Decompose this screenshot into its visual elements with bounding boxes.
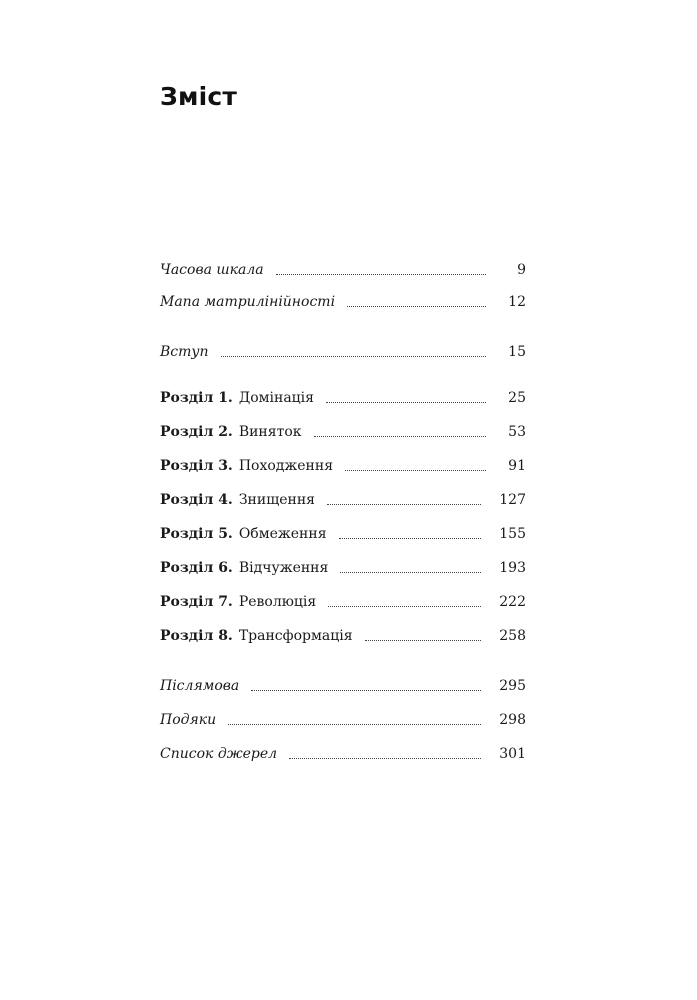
toc-entry-page-number: 193 [499,560,526,576]
toc-entry-label: Список джерел [160,746,278,762]
chapter-number: Розділ 4. [160,492,233,508]
chapter-title: Трансформація [238,628,353,644]
chapter-number: Розділ 8. [160,628,233,644]
toc-entry-label: Вступ [160,344,209,360]
toc-entry-chapter-5[interactable] [160,522,526,546]
dot-leader [221,355,486,357]
chapter-title: Знищення [238,492,315,508]
toc-entry-chapter-6[interactable] [160,556,526,580]
toc-entry-page-number: 15 [508,344,526,360]
toc-entry-matrilineage-map[interactable] [160,290,526,314]
toc-entry-chapter-7[interactable] [160,590,526,614]
toc-entry-label: Мапа матрилінійності [160,294,336,310]
page-title: Зміст [160,82,238,111]
toc-entry-page-number: 155 [499,526,526,542]
dot-leader [347,305,486,307]
dot-leader [327,503,481,505]
dot-leader [326,401,486,403]
toc-entry-label [160,590,316,614]
toc-entry-label: Післямова [160,678,240,694]
dot-leader [328,605,481,607]
toc-entry-label [160,556,328,580]
chapter-number: Розділ 7. [160,594,233,610]
toc-entry-label [160,488,315,512]
toc-entry-references[interactable] [160,742,526,766]
dot-leader [228,723,481,725]
dot-leader [345,469,486,471]
toc-entry-chapter-8[interactable] [160,624,526,648]
chapter-number: Розділ 6. [160,560,233,576]
toc-entry-afterword[interactable] [160,674,526,698]
toc-entry-page-number: 9 [517,262,526,278]
toc-entry-label: Подяки [160,712,217,728]
toc-entry-label [160,454,333,478]
dot-leader [251,689,481,691]
toc-entry-timeline[interactable] [160,258,526,282]
toc-entry-label: Часова шкала [160,262,264,278]
chapter-title: Виняток [238,424,302,440]
chapter-title: Домінація [238,390,314,406]
dot-leader [365,639,482,641]
toc-entry-chapter-3[interactable] [160,454,526,478]
chapter-number: Розділ 2. [160,424,233,440]
toc-entry-label [160,624,353,648]
toc-entry-chapter-2[interactable] [160,420,526,444]
chapter-title: Відчуження [238,560,329,576]
toc-entry-page-number: 301 [499,746,526,762]
toc-entry-page-number: 91 [508,458,526,474]
toc-entry-label [160,522,327,546]
chapter-number: Розділ 5. [160,526,233,542]
chapter-number: Розділ 1. [160,390,233,406]
chapter-number: Розділ 3. [160,458,233,474]
dot-leader [289,757,481,759]
dot-leader [339,537,482,539]
toc-entry-page-number: 298 [499,712,526,728]
toc-entry-page-number: 12 [508,294,526,310]
toc-entry-page-number: 258 [499,628,526,644]
chapter-title: Походження [238,458,334,474]
toc-entry-page-number: 295 [499,678,526,694]
toc-entry-label [160,420,302,444]
chapter-title: Обмеження [238,526,327,542]
toc-entry-page-number: 25 [508,390,526,406]
dot-leader [314,435,486,437]
chapter-title: Революція [238,594,317,610]
toc-entry-chapter-1[interactable] [160,386,526,410]
toc-entry-page-number: 127 [499,492,526,508]
toc-entry-acknowledgements[interactable] [160,708,526,732]
dot-leader [276,273,486,275]
toc-entry-chapter-4[interactable] [160,488,526,512]
dot-leader [340,571,481,573]
toc-entry-intro[interactable] [160,340,526,364]
toc-entry-page-number: 222 [499,594,526,610]
toc-entry-page-number: 53 [508,424,526,440]
toc-entry-label [160,386,314,410]
